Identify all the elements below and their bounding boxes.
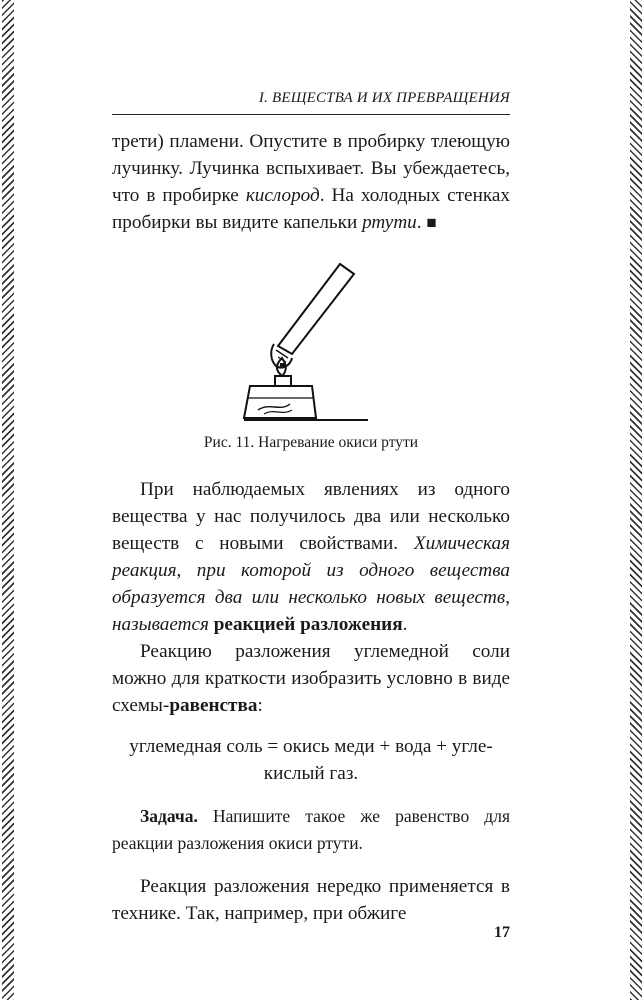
equation-line-2: кислый газ.	[263, 763, 359, 784]
reaction-equation	[112, 733, 510, 787]
figure-heating-mercury-oxide	[230, 262, 370, 430]
paragraph-1-text-3: .	[416, 212, 427, 233]
page-edge-left	[2, 0, 14, 1000]
text-block-top	[112, 128, 510, 236]
task-text: Напишите такое же равенство для реакции разложения окиси ртути.	[112, 806, 510, 853]
end-of-example-mark: ■	[426, 213, 437, 232]
paragraph-1-emphasis-mercury: ртути	[362, 212, 417, 233]
paragraph-2-emphasis-called: называется	[112, 614, 209, 635]
paragraph-1-text-2: . На холодных стенках пробирки вы видите капельки	[112, 185, 510, 233]
task-label: Задача.	[140, 806, 198, 826]
running-header: I. ВЕЩЕСТВА И ИХ ПРЕВРАЩЕНИЯ	[112, 90, 510, 115]
paragraph-1	[112, 128, 510, 236]
paragraph-2-text-5: .	[402, 614, 408, 635]
paragraph-2-emphasis-term: Химическая реакция	[112, 533, 510, 581]
paragraph-3	[112, 638, 510, 719]
figure-caption: Рис. 11. Нагревание окиси ртути	[203, 434, 419, 451]
paragraph-3-text-2: :	[257, 695, 263, 716]
text-block-main	[112, 476, 510, 927]
paragraph-1-text: трети) пламени. Опустите в пробирку тлеющую лучинку. Лучинка вспыхивает. Вы убеждаетесь, что в пробирке	[112, 131, 510, 206]
paragraph-4	[112, 873, 510, 927]
task-block	[112, 803, 510, 857]
paragraph-2	[112, 476, 510, 638]
paragraph-4-text: Реакция разложения нередко применяется в технике. Так, например, при обжиге	[112, 876, 510, 924]
paragraph-3-text: Реакцию разложения углемедной соли можно для краткости изобразить условно в виде схемы-	[112, 641, 510, 716]
paragraph-2-text: При наблюдаемых явлениях из одного вещества у нас получилось два или несколько веществ с новыми свойствами.	[112, 479, 510, 554]
paragraph-2-text-2: ,	[176, 560, 197, 581]
equation-line-1: углемедная соль = окись меди + вода + угле-	[129, 736, 493, 757]
page-number: 17	[494, 924, 510, 941]
paragraph-2-bold-term: реакцией разложения	[213, 614, 403, 635]
paragraph-3-bold-term: равенства	[169, 695, 258, 716]
paragraph-2-text-3: ,	[505, 587, 510, 608]
page-edge-right	[630, 0, 642, 1000]
paragraph-2-emphasis-definition: при которой из одного вещества образуется два или несколько новых веществ	[112, 560, 511, 608]
paragraph-1-emphasis-oxygen: кислород	[245, 185, 320, 206]
